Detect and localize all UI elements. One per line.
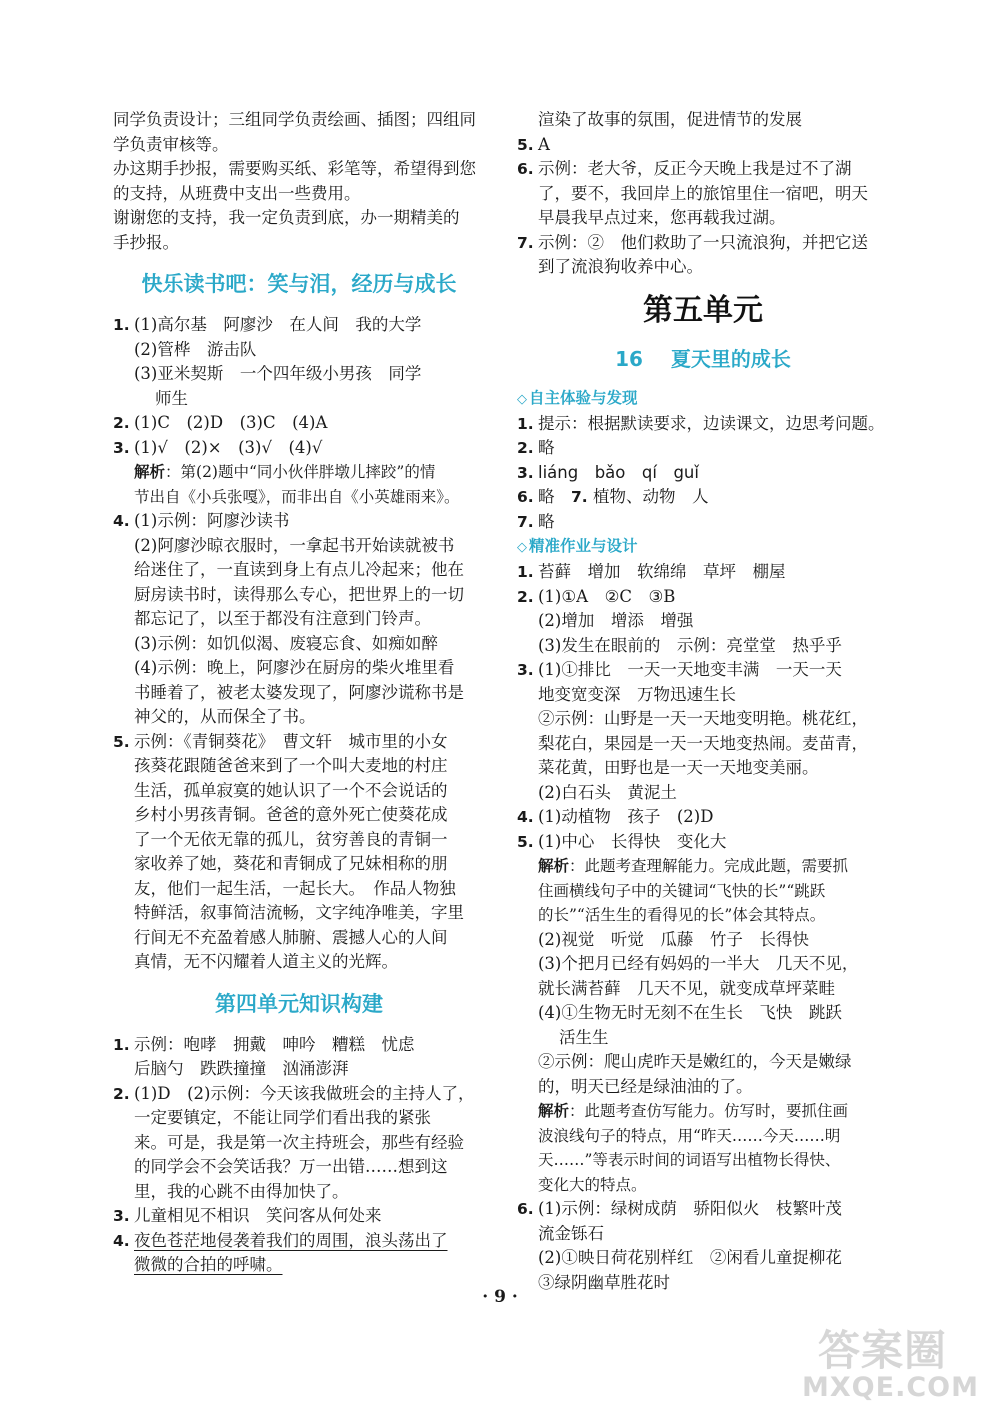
analysis-line: 节出自《小兵张嘎》，而非出自《小英雄雨来》。 [134, 487, 460, 506]
analysis-line: 变化大的特点。 [538, 1175, 647, 1194]
subsection-heading [517, 534, 889, 560]
item-number: 3. [517, 661, 534, 679]
answer-item [113, 411, 485, 436]
answer-line: 了一个无依无靠的孤儿，贫穷善良的青铜一 [134, 829, 448, 849]
answer-item [517, 560, 889, 585]
answer-item [517, 436, 889, 461]
answer-line: (4)示例：晚上，阿廖沙在厨房的柴火堆里看 [134, 658, 455, 677]
right-column [517, 108, 889, 1295]
answer-line: 师生 [155, 388, 188, 408]
watermark-domain: MXQE.COM [802, 1372, 979, 1403]
answer-line: A [538, 134, 550, 154]
answer-line: 真情，无不闪耀着人道主义的光辉。 [134, 952, 398, 971]
item-number: 1. [113, 316, 130, 334]
continued-line: 渲染了故事的氛围，促进情节的发展 [538, 110, 802, 129]
item-number: 3. [113, 1207, 130, 1225]
answer-line: 儿童相见不相识 笑问客从何处来 [134, 1206, 382, 1225]
answer-item [517, 485, 889, 510]
answer-line: (1)√ (2)× (3)√ (4)√ [134, 437, 323, 457]
answer-item [517, 133, 889, 158]
text-line: 办这期手抄报，需要购买纸、彩笔等，希望得到您 [113, 159, 476, 178]
item-number: 6. [517, 1200, 534, 1218]
diamond-icon: ◇ [517, 391, 527, 407]
item-number: 4. [113, 512, 130, 530]
answer-line: (1)①A ②C ③B [538, 586, 676, 606]
analysis [134, 460, 485, 485]
answer-line: (1)C (2)D (3)C (4)A [134, 413, 328, 432]
analysis-line: 住画横线句子中的关键词“飞快的长”“跳跃 [538, 881, 826, 900]
answer-line: (2)白石头 黄泥土 [538, 782, 677, 802]
answer-line: (3)发生在眼前的 示例：亮堂堂 热乎乎 [538, 635, 842, 655]
answer-line: (4)①生物无时无刻不在生长 飞快 跳跃 [538, 1003, 842, 1022]
answer-line: (2)视觉 听觉 瓜藤 竹子 长得快 [538, 929, 809, 949]
item-number: 4. [517, 808, 534, 826]
answer-item [517, 157, 889, 231]
answer-line: (3)个把月已经有妈妈的一半大 几天不见， [538, 954, 859, 973]
answer-line: 流金铄石 [538, 1223, 604, 1243]
answer-item [517, 1197, 889, 1295]
answer-item [113, 313, 485, 411]
text-line: 同学负责设计；三组同学负责绘画、插图；四组同 [113, 110, 476, 129]
answer-line: 一定要镇定，不能让同学们看出我的紧张 [134, 1108, 431, 1127]
answer-line: 提示：根据默读要求，边读课文，边思考问题。 [538, 413, 885, 433]
answer-line: 都忘记了，以至于都没有注意到门铃声。 [134, 609, 431, 628]
answer-line: 示例：② 他们救助了一只流浪狗，并把它送 [538, 232, 868, 252]
subsection-title: 自主体验与发现 [529, 388, 638, 407]
answer-line: ②示例：山野是一天一天地变明艳。桃花红， [538, 709, 868, 728]
answer-line: 特鲜活，叙事简洁流畅，文字纯净唯美，字里 [134, 903, 464, 922]
subsection-title: 精准作业与设计 [529, 537, 638, 555]
lesson-number: 16 [615, 346, 643, 371]
answer-line: 书睡着了，被老太婆发现了，阿廖沙谎称书是 [134, 682, 464, 702]
unit-title: 第五单元 [643, 292, 763, 328]
item-number: 3. [113, 438, 130, 457]
item-number: 2. [113, 1084, 130, 1103]
answer-line: 了，要不，我回岸上的旅馆里住一宿吧，明天 [538, 183, 868, 203]
answer-line: 孩葵花跟随爸爸来到了一个叫大麦地的村庄 [134, 756, 448, 775]
answer-line: (3)示例：如饥似渴、废寝忘食、如痴如醉 [134, 633, 438, 653]
answer-line: (1)动植物 孩子 (2)D [538, 807, 714, 826]
answer-line: (3)亚米契斯 一个四年级小男孩 同学 [134, 364, 422, 383]
answer-item [517, 585, 889, 659]
answer-line: (1)D (2)示例：今天该我做班会的主持人了， [134, 1083, 475, 1103]
analysis-line: ：此题考查仿写能力。仿写时，要抓住画 [569, 1102, 849, 1120]
answer-line: 示例：老大爷，反正今天晚上我是过不了湖 [538, 159, 852, 178]
underlined-answer-line: 夜色苍茫地侵袭着我们的周围，浪头荡出了 [134, 1230, 448, 1250]
left-column [113, 108, 485, 1278]
answer-item [113, 1033, 485, 1082]
item-number: 2. [113, 414, 130, 432]
answer-line: 里，我的心跳不由得加快了。 [134, 1181, 349, 1201]
lesson-title [517, 344, 889, 374]
item-number: 1. [113, 1035, 130, 1054]
analysis-line: 天……”等表示时间的词语写出植物长得快、 [538, 1151, 841, 1169]
item-number: 6. [517, 488, 534, 506]
answer-line [538, 485, 889, 510]
answer-text: 植物、动物 人 [592, 487, 709, 506]
section-title-reading: 快乐读书吧：笑与泪，经历与成长 [141, 272, 457, 296]
item-number: 6. [517, 160, 534, 178]
item-number: 1. [517, 414, 534, 433]
item-number: 3. [517, 463, 534, 482]
answer-item [113, 730, 485, 975]
item-number: 5. [517, 832, 534, 851]
answer-line: 后脑勺 跌跌撞撞 汹涌澎湃 [134, 1059, 349, 1078]
answer-line: 行间无不充盈着感人肺腑、震撼人心的人间 [134, 927, 448, 947]
analysis-line: 的长”“活生生的看得见的长”体会其特点。 [538, 906, 826, 924]
answer-line: 来。可是，我是第一次主持班会，那些有经验 [134, 1132, 464, 1152]
answer-line: 地变宽变深 万物迅速生长 [538, 684, 736, 704]
answer-item [113, 436, 485, 510]
answer-line: (2)①映日荷花别样红 ②闲看儿童捉柳花 [538, 1248, 842, 1267]
analysis-label: 解析 [538, 857, 570, 875]
page-number: · 9 · [482, 1287, 518, 1307]
watermark-text: 答案圈 [818, 1326, 948, 1375]
diamond-icon: ◇ [517, 540, 527, 555]
answer-line: 家收养了她，葵花和青铜成了兄妹相称的朋 [134, 854, 448, 873]
answer-item [517, 658, 889, 805]
analysis-line: ：第(2)题中“同小伙伴胖墩儿摔跤”的情 [165, 463, 436, 481]
answer-line: 梨花白，果园是一天一天地变热闹。麦苗青， [538, 733, 868, 753]
answer-line: 生活，孤单寂寞的她认识了一个不会说话的 [134, 780, 448, 800]
answer-line: 略 [538, 438, 555, 457]
answer-line: 菜花黄，田野也是一天一天地变美丽。 [538, 758, 819, 777]
answer-line: (1)高尔基 阿廖沙 在人间 我的大学 [134, 315, 422, 334]
answer-line: 早晨我早点过来，您再载我过湖。 [538, 208, 786, 227]
subsection-heading [517, 386, 889, 412]
answer-line: 略 [538, 511, 555, 531]
answer-line: ③绿阴幽草胜花时 [538, 1272, 670, 1292]
answer-line: (2)增加 增添 增强 [538, 611, 694, 630]
analysis [538, 1099, 889, 1124]
answer-item [517, 461, 889, 486]
answer-item [113, 1229, 485, 1278]
analysis [538, 854, 889, 879]
answer-line: 苔藓 增加 软绵绵 草坪 棚屋 [538, 562, 786, 581]
answer-line: 示例：咆哮 拥戴 呻吟 糟糕 忧虑 [134, 1034, 415, 1054]
item-number: 4. [113, 1231, 130, 1250]
answer-item [517, 805, 889, 830]
analysis-line: ：此题考查理解能力。完成此题，需要抓 [569, 857, 849, 875]
item-number: 7. [517, 512, 534, 531]
answer-line: (2)管桦 游击队 [134, 339, 257, 359]
item-number: 7. [571, 488, 588, 506]
analysis-label: 解析 [134, 463, 166, 481]
item-number: 1. [517, 563, 534, 581]
answer-item [517, 510, 889, 535]
answer-line: (1)示例：绿树成荫 骄阳似火 枝繁叶茂 [538, 1199, 842, 1218]
answer-item [113, 1082, 485, 1205]
text-line: 手抄报。 [113, 232, 179, 252]
item-number: 2. [517, 439, 534, 457]
answer-line: (1)中心 长得快 变化大 [538, 831, 727, 851]
answer-text: 略 [538, 487, 555, 506]
answer-item [517, 231, 889, 280]
pinyin-answer: liáng bǎo qí guǐ [538, 462, 699, 482]
answer-line: 乡村小男孩青铜。爸爸的意外死亡使葵花成 [134, 805, 448, 824]
answer-line: (1)示例：阿廖沙读书 [134, 511, 290, 530]
intro-paragraph [113, 108, 485, 255]
answer-item [517, 830, 889, 1198]
answer-line: 到了流浪狗收养中心。 [538, 257, 703, 276]
section-title-unit4: 第四单元知识构建 [215, 991, 383, 1016]
answer-line: 友，他们一起生活，一起长大。 作品人物独 [134, 878, 456, 898]
answer-line: 神父的，从而保全了书。 [134, 707, 316, 726]
answer-line: (2)阿廖沙晾衣服时，一拿起书开始读就被书 [134, 535, 455, 555]
answer-line: 就长满苔藓 几天不见，就变成草坪菜畦 [538, 978, 835, 998]
item-number: 5. [517, 135, 534, 154]
answer-line: 示例：《青铜葵花》 曹文轩 城市里的小女 [134, 731, 448, 751]
text-line: 谢谢您的支持，我一定负责到底，办一期精美的 [113, 208, 460, 227]
answer-line: 的，明天已经是绿油油的了。 [538, 1076, 753, 1096]
item-number: 2. [517, 587, 534, 606]
analysis-line: 波浪线句子的特点，用“昨天……今天……明 [538, 1126, 841, 1145]
answer-line: 的同学会不会笑话我？万一出错……想到这 [134, 1157, 448, 1176]
answer-line: 活生生 [559, 1027, 609, 1047]
answer-item [517, 412, 889, 437]
text-line: 的支持，从班费中支出一些费用。 [113, 183, 361, 203]
answer-item [113, 509, 485, 730]
answer-line: ②示例：爬山虎昨天是嫩红的，今天是嫩绿 [538, 1052, 852, 1071]
answer-line: 给迷住了，一直读到身上有点儿冷起来；他在 [134, 560, 464, 579]
analysis-label: 解析 [538, 1102, 570, 1120]
answer-item [113, 1204, 485, 1229]
lesson-name: 夏天里的成长 [670, 346, 791, 371]
item-number: 7. [517, 233, 534, 252]
answer-line: 厨房读书时，读得那么专心，把世界上的一切 [134, 584, 464, 604]
underlined-answer-line: 微微的合拍的呼啸。 [134, 1255, 283, 1274]
text-line: 学负责审核等。 [113, 134, 229, 154]
answer-line: (1)①排比 一天一天地变丰满 一天一天 [538, 660, 842, 679]
item-number: 5. [113, 732, 130, 751]
watermark-logo [790, 1318, 990, 1408]
